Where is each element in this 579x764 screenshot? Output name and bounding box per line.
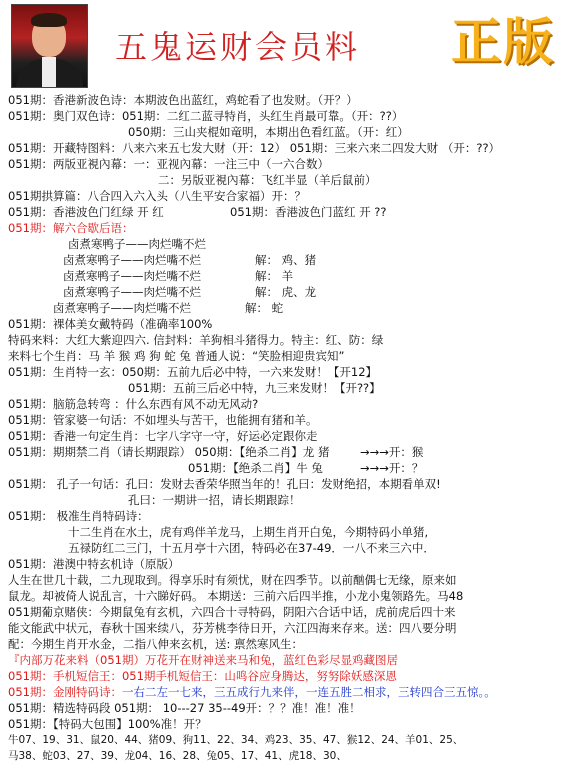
line (8, 300, 574, 316)
line-part: 一右二左一七来，三五成行九来伴，一连五胜二相求，三转四合三五惊。。 (121, 685, 496, 699)
line-part: 解： 虎、龙 (255, 285, 317, 299)
line: 051期：精选特码段 051期： 10---27 35--49开：？？准！准！准！ (8, 701, 361, 715)
line: 051期：裸体美女戴特码（准确率100% (8, 317, 213, 331)
line-part: 卤煮寒鸭子——肉烂嘴不烂 (63, 269, 201, 283)
line (8, 252, 574, 268)
line: 050期：三山夹棍如竜明，本期出色看红蓝。（开：红） (128, 125, 409, 139)
line: 051期：两版亚視內幕：一：亚视內幕：一注三中（一六合数） (8, 157, 329, 171)
line: 051期：五前三后必中特，九三来发财！【开??】 (128, 381, 381, 395)
line: 配：今期生肖开水金，二指八伸来玄机，送: 禀然寒风生： (8, 637, 304, 651)
line (8, 460, 574, 476)
line-part: 卤煮寒鸭子——肉烂嘴不烂 (63, 285, 201, 299)
line: 051期：港澳中特玄机诗（原版） (8, 557, 180, 571)
line: 051期：【特码大包围】100%准！开？ (8, 717, 207, 731)
line-part: 051期：金刚特码诗： (8, 685, 122, 699)
line: 能文能武中状元，春秋十国来续八，芬芳桃李待日开，六江四海来存来。送：四八要分明 (8, 621, 457, 635)
portrait-shirt (42, 57, 56, 87)
line-part: 051期：香港波色门红绿 开 红 (8, 205, 164, 219)
line: 051期：生肖特一玄：050期：五前九后必中特，一六来发财！【开12】 (8, 365, 378, 379)
line: 051期拱算篇：八合四入六入头（八生平安合家福）开：？ (8, 189, 306, 203)
authentic-stamp: 正版 (451, 13, 555, 71)
portrait-hair (31, 13, 67, 27)
page-title: 五鬼运财会员料 (115, 28, 361, 66)
line: 卤煮寒鸭子——肉烂嘴不烂 (68, 237, 206, 251)
line: 人生在世几十载，二九现取到。得享乐时有须忧，财在四季节。以前酗偶七无缘，原来如 (8, 573, 457, 587)
line: 特码来料：大红大紫迎四六. 信封料：羊狗相斗猪得力。特主：红、防：绿 (8, 333, 384, 347)
line-part: 051期：【绝杀二肖】牛 兔 (188, 461, 323, 475)
line: 051期：管家婆一句话：不如埋头与苦干，也能拥有猪和羊。 (8, 413, 318, 427)
portrait-photo (11, 4, 88, 88)
line: 051期：开藏特图料：八来六来五七发大财（开：12） 051期：三来六来二四发大财 （开：??） (8, 141, 501, 155)
line-part: 解： 蛇 (245, 301, 284, 315)
line: 051期： 极准生肖特码诗： (8, 509, 149, 523)
line (8, 204, 574, 220)
line: 051期：香港新波色诗：本期波色出蓝红，鸡蛇看了也发财。（开？） (8, 93, 358, 107)
line: 051期：手机短信王：051期手机短信王：山鸣谷应身腾达，努努除妖感深恩 (8, 669, 397, 683)
line-part: 卤煮寒鸭子——肉烂嘴不烂 (63, 253, 201, 267)
line-part: 卤煮寒鸭子——肉烂嘴不烂 (53, 301, 191, 315)
line: 二：另版亚視內幕：飞红半显（羊后鼠前） (158, 173, 377, 187)
line-part: →→→开：猴 (360, 445, 424, 459)
line: 来料七个生肖：马 羊 猴 鸡 狗 蛇 兔 普通人说：“笑脸相迎贵宾知” (8, 349, 345, 363)
line-part: 051期：期期禁二肖（请长期跟踪） 050期：【绝杀二肖】龙 猪 (8, 445, 330, 459)
line: 十二生肖在水土，虎有鸡伴羊龙马，上期生肖开白兔，今期特码小单猪, (68, 525, 429, 539)
line: 马38、蛇03、27、39、龙04、16、28、兔05、17、41、虎18、30、 (8, 750, 347, 762)
line: 051期：脑筋急转弯 ：什么东西有风不动无风动? (8, 397, 259, 411)
header (0, 0, 579, 90)
line-part: →→→开：？ (360, 461, 424, 475)
line: 051期葡京赌侠：今期鼠兔有玄机，六四合十寻特码，阴阳六合话中话，虎前虎后四十来 (8, 605, 456, 619)
line (8, 268, 574, 284)
line-part: 解： 鸡、猪 (255, 253, 317, 267)
line: 『内部万花来料（051期）万花开在财神送来马和兔，蓝红色彩尽显鸡藏图居 (8, 653, 398, 667)
line-part: 解： 羊 (255, 269, 294, 283)
line-part: 051期：香港波色门蓝红 开 ?? (230, 205, 387, 219)
line: 051期： 孔子一句话：孔曰：发财去香荣华照当年的！孔曰：发财绝招，本期看单双! (8, 477, 441, 491)
line: 孔曰：一期讲一招，请长期跟踪！ (128, 493, 301, 507)
line: 牛07、19、31、鼠20、44、猪09、狗11、22、34、鸡23、35、47、猴12、24、羊01、25、 (8, 734, 464, 746)
line (8, 684, 574, 700)
line: 051期：解六合歇后语： (8, 221, 134, 235)
content (8, 92, 574, 764)
line: 051期：奥门双色诗：051期：二红二蓝寻特肖，头红生肖最可靠。（开：??） (8, 109, 404, 123)
line: 051期：香港一句定生肖：七字八字守一守，好运必定跟你走 (8, 429, 318, 443)
line: 五禄防红二三门，十五月亭十六团，特码必在37-49．一八不来三六中． (68, 541, 435, 555)
line: 鼠龙。却被倚人说乱言，十六睇好码。 本期送：三前六后四半推，小龙小鬼领路先。马48 (8, 589, 464, 603)
line (8, 284, 574, 300)
line (8, 444, 574, 460)
